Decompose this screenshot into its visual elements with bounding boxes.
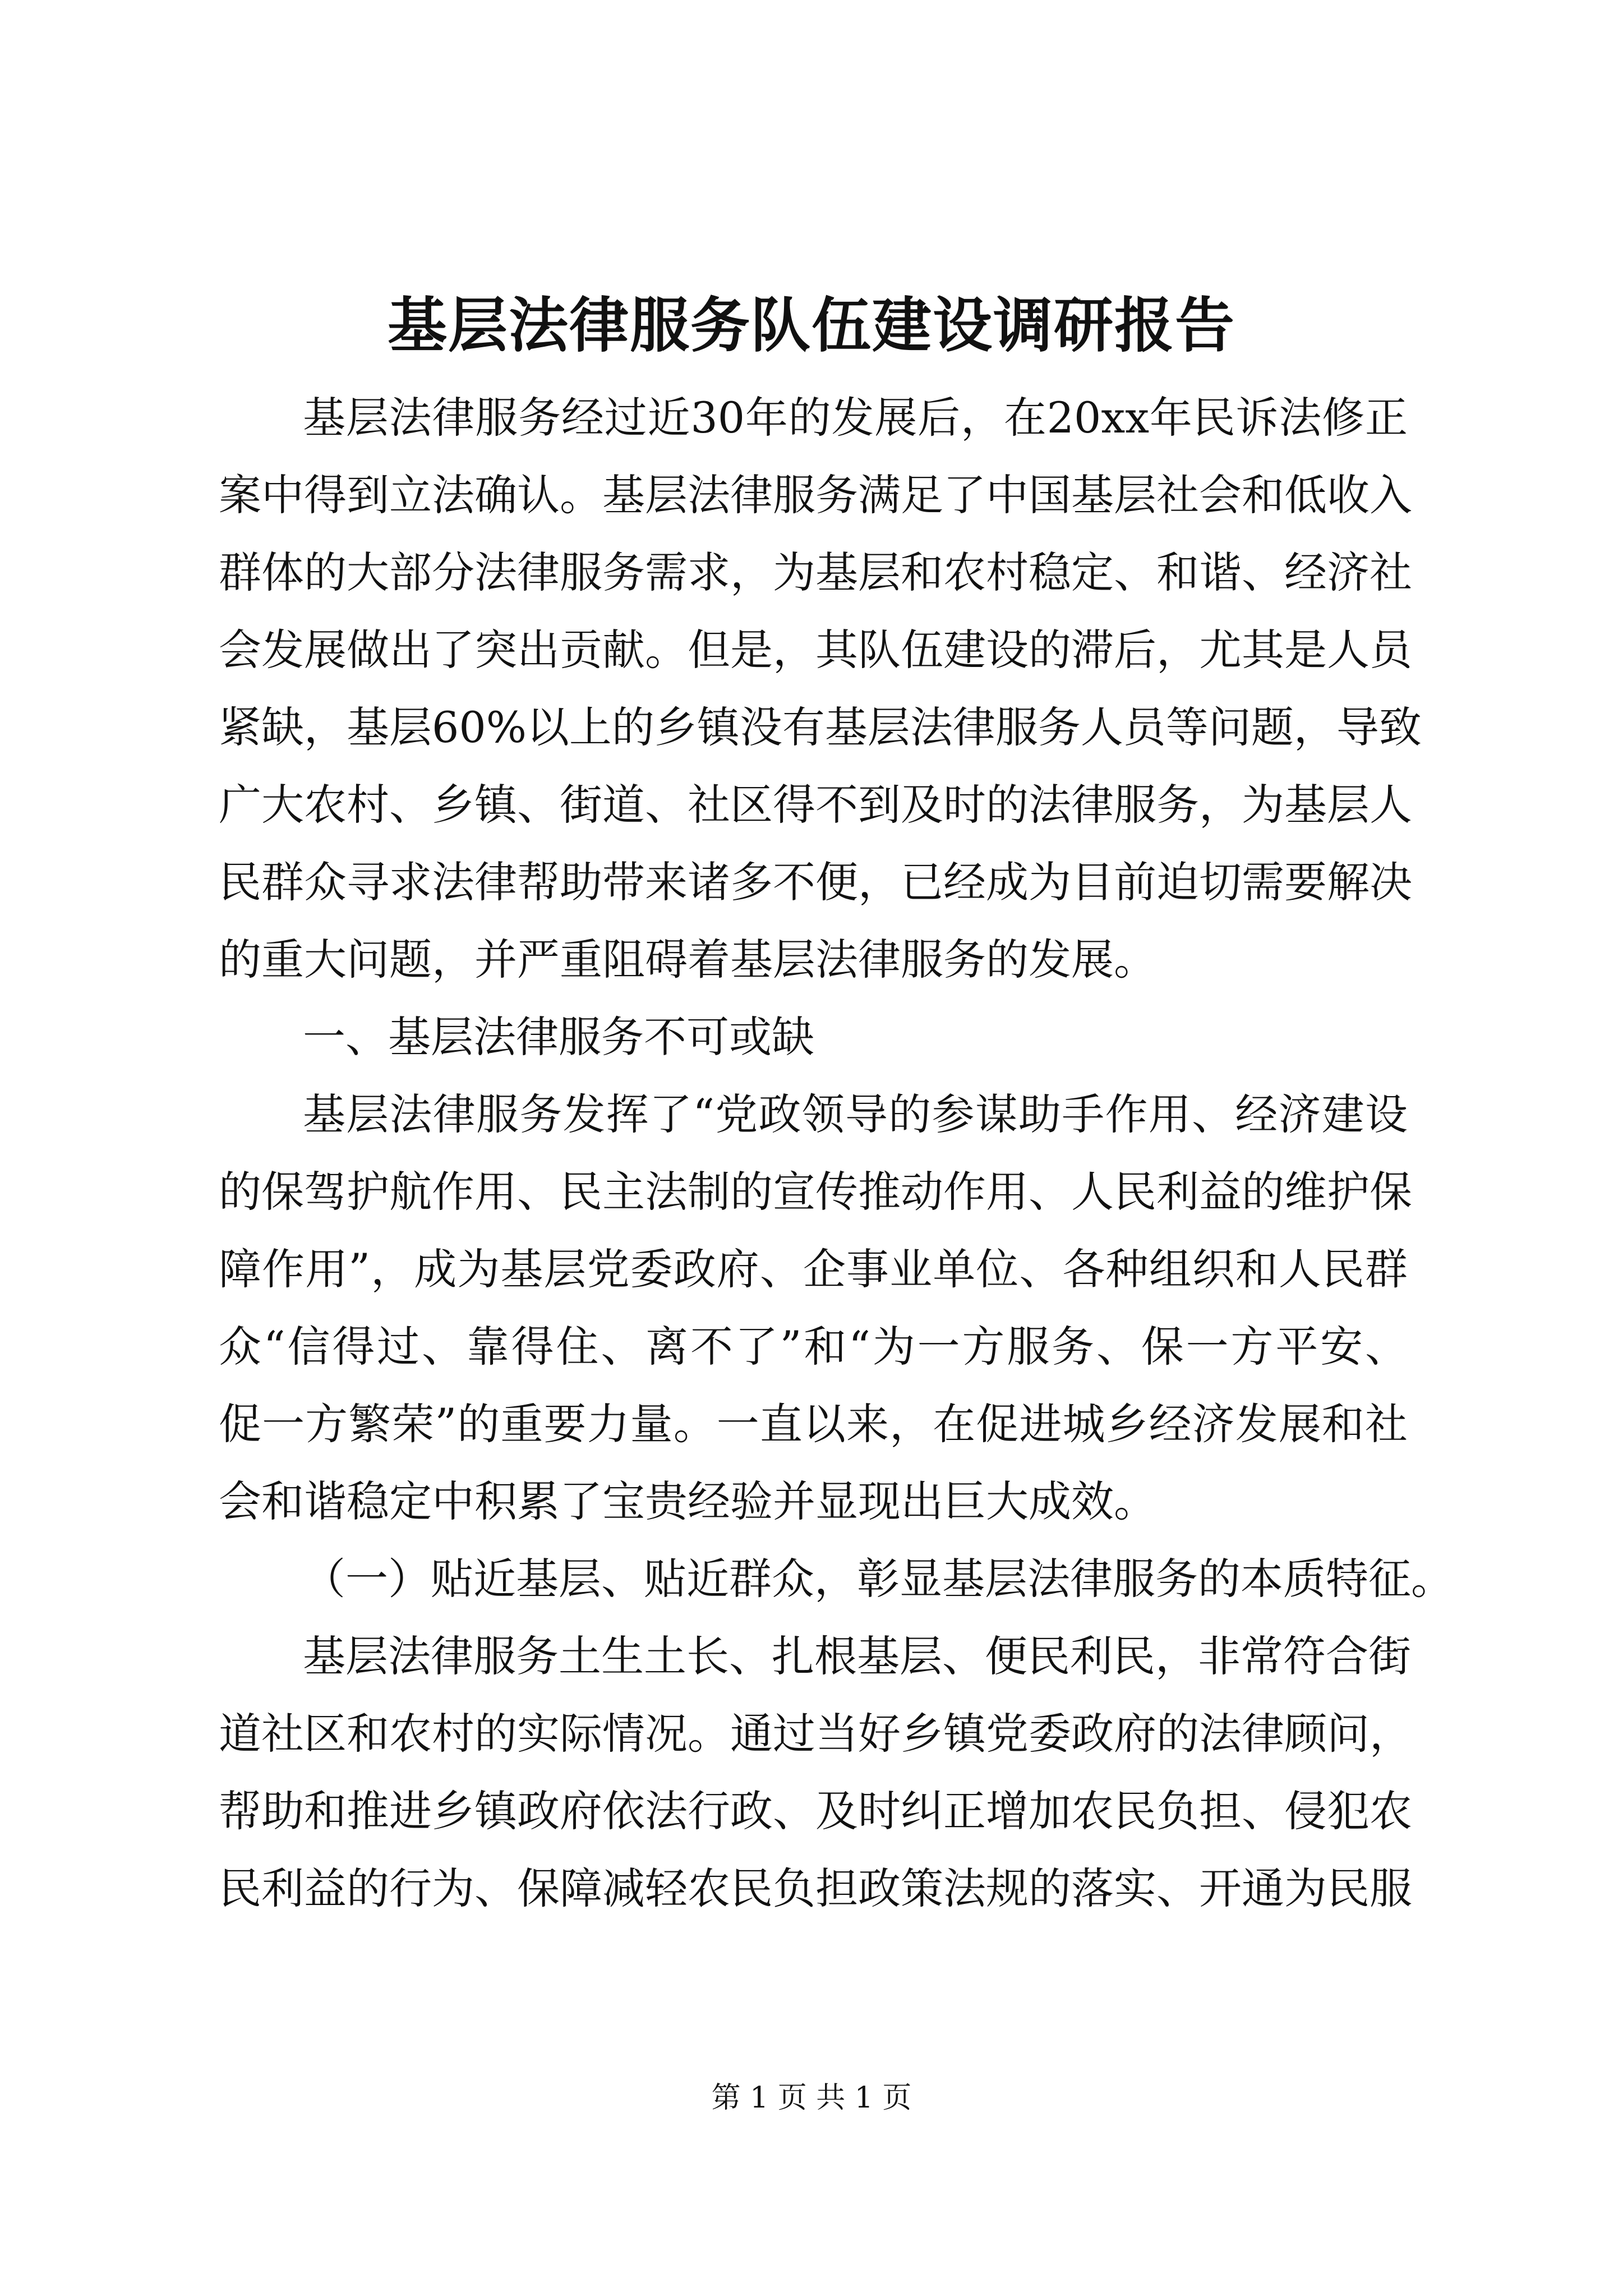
paragraph-line: 会和谐稳定中积累了宝贵经验并显现出巨大成效。 [219, 1476, 1156, 1526]
paragraph-line: 的保驾护航作用、民主法制的宣传推动作用、人民利益的维护保 [219, 1167, 1412, 1217]
paragraph-line: 众“信得过、靠得住、离不了”和“为一方服务、保一方平安、 [219, 1322, 1408, 1372]
subsection-heading: （一）贴近基层、贴近群众，彰显基层法律服务的本质特征。 [303, 1554, 1454, 1604]
paragraph-line: 广大农村、乡镇、街道、社区得不到及时的法律服务，为基层人 [219, 780, 1412, 830]
paragraph-line: 促一方繁荣”的重要力量。一直以来，在促进城乡经济发展和社 [219, 1399, 1408, 1449]
paragraph-line: 的重大问题，并严重阻碍着基层法律服务的发展。 [219, 935, 1156, 984]
page-footer: 第 1 页 共 1 页 [711, 2081, 912, 2115]
paragraph-line: 案中得到立法确认。基层法律服务满足了中国基层社会和低收入 [219, 470, 1412, 520]
paragraph-line: 群体的大部分法律服务需求，为基层和农村稳定、和谐、经济社 [219, 547, 1412, 597]
paragraph-line: 帮助和推进乡镇政府依法行政、及时纠正增加农民负担、侵犯农 [219, 1786, 1412, 1836]
paragraph-line: 民群众寻求法律帮助带来诸多不便，已经成为目前迫切需要解决 [219, 857, 1412, 907]
paragraph-line: 紧缺，基层60%以上的乡镇没有基层法律服务人员等问题，导致 [219, 702, 1422, 752]
section-heading: 一、基层法律服务不可或缺 [303, 1012, 814, 1062]
paragraph-line: 障作用”，成为基层党委政府、企事业单位、各种组织和人民群 [219, 1244, 1408, 1294]
paragraph-line: 民利益的行为、保障减轻农民负担政策法规的落实、开通为民服 [219, 1864, 1412, 1913]
paragraph-line: 基层法律服务经过近30年的发展后，在20xx年民诉法修正 [303, 393, 1408, 443]
paragraph-line: 道社区和农村的实际情况。通过当好乡镇党委政府的法律顾问， [219, 1709, 1412, 1759]
document-title: 基层法律服务队伍建设调研报告 [388, 290, 1235, 360]
paragraph-line: 会发展做出了突出贡献。但是，其队伍建设的滞后，尤其是人员 [219, 625, 1412, 675]
paragraph-line: 基层法律服务发挥了“党政领导的参谋助手作用、经济建设 [303, 1089, 1408, 1139]
paragraph-line: 基层法律服务土生土长、扎根基层、便民利民，非常符合街 [303, 1631, 1411, 1681]
